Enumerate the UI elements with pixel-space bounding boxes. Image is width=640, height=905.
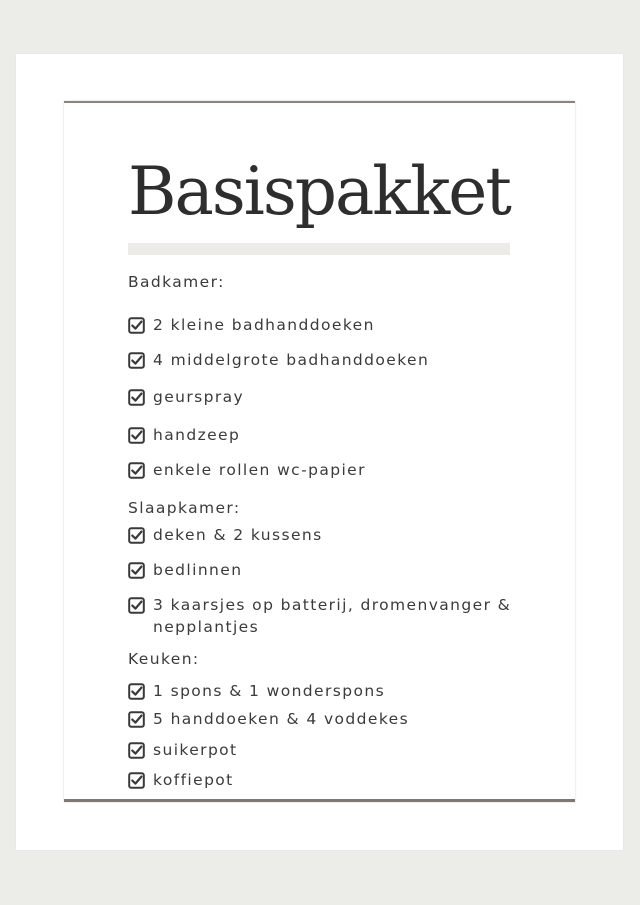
checked-box-icon [128, 772, 145, 789]
section-heading-slaapkamer: Slaapkamer: [128, 499, 241, 517]
title-underline-bar [128, 243, 510, 255]
checklist-item-label: enkele rollen wc-papier [153, 461, 366, 479]
checked-box-icon [128, 317, 145, 334]
checked-box-icon [128, 683, 145, 700]
checklist-item-label: suikerpot [153, 741, 238, 759]
checklist-item-label: geurspray [153, 388, 245, 406]
section-heading-keuken: Keuken: [128, 650, 200, 668]
checked-box-icon [128, 389, 145, 406]
checked-box-icon [128, 597, 145, 614]
checklist-item-label: koffiepot [153, 771, 234, 789]
page-title: Basispakket [128, 153, 510, 230]
section-heading-badkamer: Badkamer: [128, 273, 225, 291]
checklist-item-label: 4 middelgrote badhanddoeken [153, 351, 430, 369]
checklist-item-label: handzeep [153, 426, 241, 444]
checked-box-icon [128, 527, 145, 544]
checked-box-icon [128, 562, 145, 579]
checked-box-icon [128, 427, 145, 444]
checked-box-icon [128, 352, 145, 369]
checked-box-icon [128, 462, 145, 479]
checklist-item-label: bedlinnen [153, 561, 243, 579]
checklist-item-label: 2 kleine badhanddoeken [153, 316, 375, 334]
checked-box-icon [128, 711, 145, 728]
checklist-item-label: deken & 2 kussens [153, 526, 323, 544]
checked-box-icon [128, 742, 145, 759]
checklist-item-label: 3 kaarsjes op batterij, dromenvanger & nepplantjes [153, 596, 512, 636]
checklist-item-label: 5 handdoeken & 4 voddekes [153, 710, 410, 728]
checklist-item-label: 1 spons & 1 wonderspons [153, 682, 386, 700]
